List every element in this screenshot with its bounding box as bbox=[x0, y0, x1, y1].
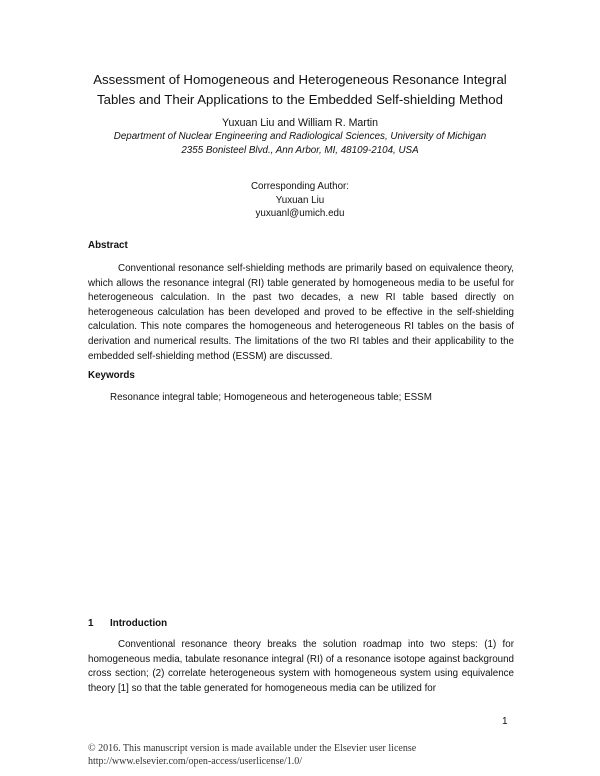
title-line-2: Tables and Their Applications to the Embedded Self-shielding Method bbox=[97, 92, 503, 107]
page-number: 1 bbox=[502, 716, 508, 727]
introduction-text: Conventional resonance theory breaks the solution roadmap into two steps: (1) for homogeneous media, tabulate resonance integral (RI) of a resonance isotope against background cross section; (2) correlate heterogeneous system with homogeneous system using equivalence theory [1] so that the table generated for homogeneous media can be utilized for bbox=[88, 639, 514, 694]
affiliation bbox=[60, 130, 540, 157]
section-number: 1 bbox=[88, 618, 94, 629]
license-statement: © 2016. This manuscript version is made available under the Elsevier user license bbox=[88, 743, 417, 754]
corresponding-label: Corresponding Author: bbox=[250, 181, 350, 192]
affiliation-address: 2355 Bonisteel Blvd., Ann Arbor, MI, 48109-2104, USA bbox=[181, 144, 419, 156]
abstract-text: Conventional resonance self-shielding methods are primarily based on equivalence theory, which allows the resonance integral (RI) table generated by homogeneous media to be useful for heterogeneous calculation. In the past two decades, a new RI table based directly on heterogeneous calculation has been developed and proved to be effective in the self-shielding calculation. This note compares the homogeneous and heterogeneous RI tables on the basis of derivation and numerical results. The limitations of the two RI tables and their applicability to the embedded self-shielding method (ESSM) are discussed. bbox=[88, 263, 514, 362]
corresponding-author-block bbox=[60, 180, 540, 221]
corresponding-email: yuxuanl@umich.edu bbox=[255, 208, 345, 219]
paper-title bbox=[60, 70, 540, 110]
affiliation-department: Department of Nuclear Engineering and Radiological Sciences, University of Michigan bbox=[113, 131, 487, 142]
license-footer bbox=[88, 743, 416, 768]
section-heading-introduction: Introduction bbox=[110, 618, 168, 629]
license-url: http://www.elsevier.com/open-access/userlicense/1.0/ bbox=[88, 755, 303, 767]
abstract-heading: Abstract bbox=[88, 240, 128, 251]
author-list: Yuxuan Liu and William R. Martin bbox=[221, 117, 379, 129]
keywords-heading: Keywords bbox=[88, 370, 135, 381]
keywords-text: Resonance integral table; Homogeneous and heterogeneous table; ESSM bbox=[110, 392, 432, 403]
title-line-1: Assessment of Homogeneous and Heterogeneous Resonance Integral bbox=[93, 72, 507, 87]
corresponding-name: Yuxuan Liu bbox=[275, 194, 325, 206]
